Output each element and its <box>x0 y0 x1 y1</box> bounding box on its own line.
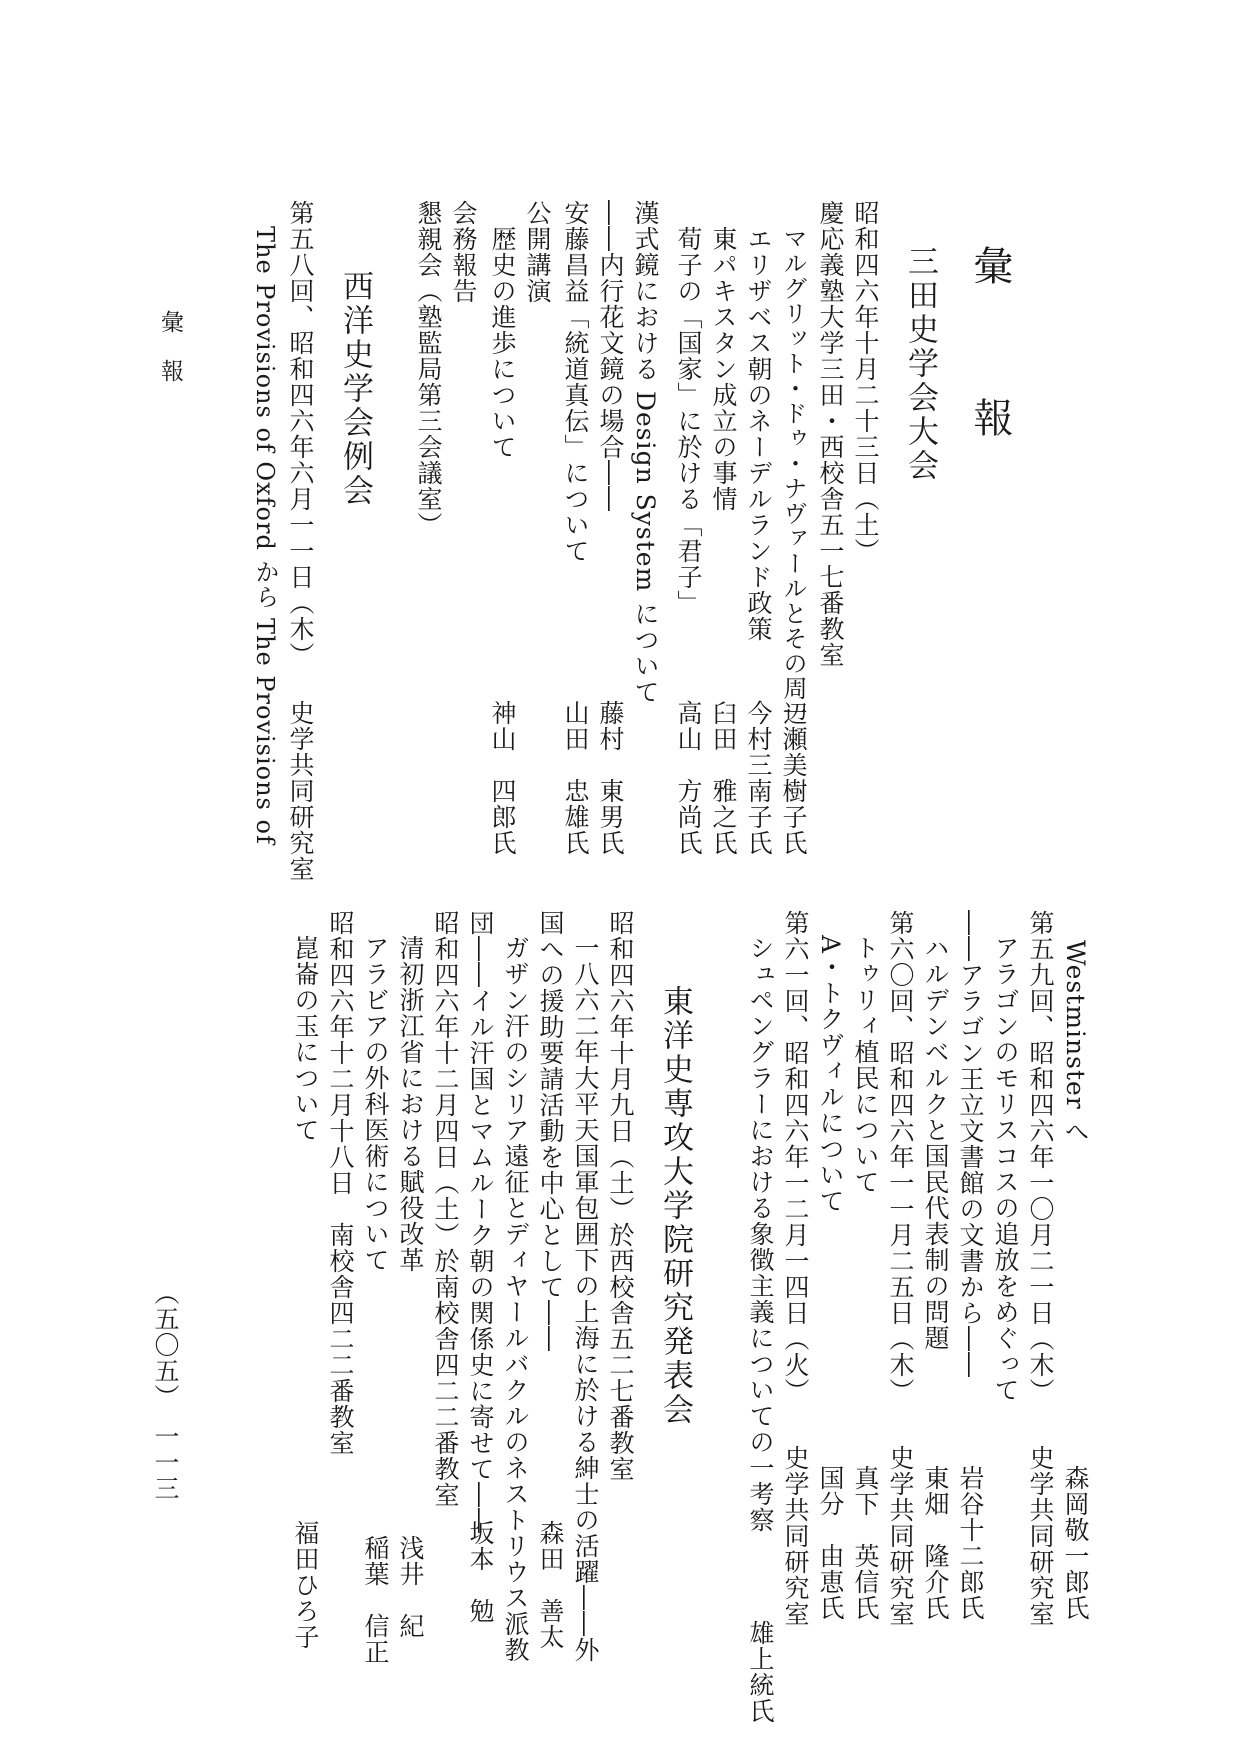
session-59-title: アラゴンのモリスコスの追放をめぐって <box>991 935 1020 1403</box>
toyo-talk-title: ガザン汗のシリア遠征とディヤールバクルのネストリウス派教 <box>501 935 530 1663</box>
business-report: 会務報告 <box>449 200 478 304</box>
session-61-title: シュペングラーにおける象徴主義についての一考察 <box>746 935 775 1533</box>
toyo-talk-title: 崑崙の玉について <box>291 935 320 1143</box>
talk-speaker: 高山 方尚氏 <box>674 700 703 856</box>
session-60-title: A・トクヴィルについて <box>816 935 845 1215</box>
session-61-place: 史学共同研究室 <box>781 1445 810 1627</box>
public-lecture-label: 公開講演 <box>523 200 552 304</box>
session-58-title: The Provisions of Oxford から The Provisions of <box>251 226 279 845</box>
toyo-date: 昭和四六年十二月十八日 南校舎四二二番教室 <box>326 910 355 1456</box>
session-58-title-cont: Westminster へ <box>1061 940 1090 1145</box>
session-59-speaker: 岩谷十二郎氏 <box>956 1465 985 1621</box>
session-59-date: 第五九回、昭和四六年一〇月二一日（木） <box>1026 910 1055 1404</box>
talk-title: 安藤昌益「統道真伝」について <box>561 200 590 564</box>
toyo-date: 昭和四六年十二月四日（土）於南校舎四二二番教室 <box>431 910 460 1508</box>
section-heading-seiyo: 西洋史学会例会 <box>337 270 373 508</box>
section-heading-toyo: 東洋史専攻大学院研究発表会 <box>657 985 693 1427</box>
talk-title: ――内行花文鏡の場合―― <box>596 200 625 512</box>
public-lecture-title: 歴史の進歩について <box>488 226 517 460</box>
session-59-place: 史学共同研究室 <box>1026 1445 1055 1627</box>
page-number: （五〇五） 一一三 <box>151 1280 180 1502</box>
toyo-talk-speaker: 浅井 紀 <box>396 1535 425 1639</box>
reception: 懇親会（塾監局第三会議室） <box>414 200 443 538</box>
talk-speaker: 山田 忠雄氏 <box>561 700 590 856</box>
toyo-talk-speaker: 福田ひろ子 <box>291 1520 320 1650</box>
talk-speaker: 臼田 雅之氏 <box>709 700 738 856</box>
running-head: 彙報 <box>157 310 183 408</box>
session-59-title: ハルデンベルクと国民代表制の問題 <box>921 935 950 1351</box>
session-58-speaker: 森岡敬一郎氏 <box>1061 1465 1090 1621</box>
section-heading-mita: 三田史学会大会 <box>902 245 938 483</box>
session-61-date: 第六一回、昭和四六年一二月一四日（火） <box>781 910 810 1404</box>
talk-title: エリザベス朝のネーデルランド政策 <box>744 226 773 642</box>
toyo-talk-title: 一八六二年大平天国軍包囲下の上海に於ける紳士の活躍――外 <box>571 935 600 1663</box>
talk-title: 漢式鏡における Design System について <box>631 200 660 706</box>
talk-title: 荀子の「国家」に於ける「君子」 <box>674 226 703 616</box>
talk-title: マルグリット・ドゥ・ナヴァールとその周辺 <box>779 226 807 726</box>
session-60-place: 史学共同研究室 <box>886 1445 915 1627</box>
session-59-subtitle: ――アラゴン王立文書館の文書から―― <box>956 910 985 1378</box>
toyo-date: 昭和四六年十月九日（土）於西校舎五二七番教室 <box>606 910 635 1482</box>
talk-speaker: 今村三南子氏 <box>744 700 773 856</box>
talk-speaker: 一瀬美樹子氏 <box>779 700 808 856</box>
public-lecture-speaker: 神山 四郎氏 <box>488 700 517 856</box>
meeting-date: 昭和四六年十月二十三日（土） <box>851 200 880 564</box>
toyo-talk-speaker: 稲葉 信正 <box>361 1535 390 1665</box>
session-58-place: 史学共同研究室 <box>286 700 315 882</box>
session-61-speaker: 雄上統氏 <box>746 1620 775 1724</box>
session-60-date: 第六〇回、昭和四六年一一月二五日（木） <box>886 910 915 1404</box>
session-60-speaker: 真下 英信氏 <box>851 1465 880 1621</box>
page-title: 彙 報 <box>967 245 1013 473</box>
toyo-talk-title: 清初浙江省における賦役改革 <box>396 935 425 1273</box>
session-59-speaker: 東畑 隆介氏 <box>921 1465 950 1621</box>
toyo-talk-speaker: 森田 善太 <box>536 1520 565 1650</box>
session-60-speaker: 国分 由恵氏 <box>816 1465 845 1621</box>
talk-speaker: 藤村 東男氏 <box>596 700 625 856</box>
session-60-title: トゥリィ植民について <box>851 935 880 1195</box>
toyo-talk-speaker: 坂本 勉 <box>466 1520 495 1624</box>
session-58-date: 第五八回、昭和四六年六月一一日（木） <box>286 200 315 668</box>
meeting-venue: 慶応義塾大学三田・西校舎五一七番教室 <box>816 200 845 668</box>
toyo-talk-title: 国への援助要請活動を中心として―― <box>536 910 565 1352</box>
talk-title: 東パキスタン成立の事情 <box>709 226 738 512</box>
toyo-talk-title: アラビアの外科医術について <box>361 935 390 1273</box>
toyo-talk-title: 団――イル汗国とマムルーク朝の関係史に寄せて―― <box>466 910 495 1534</box>
